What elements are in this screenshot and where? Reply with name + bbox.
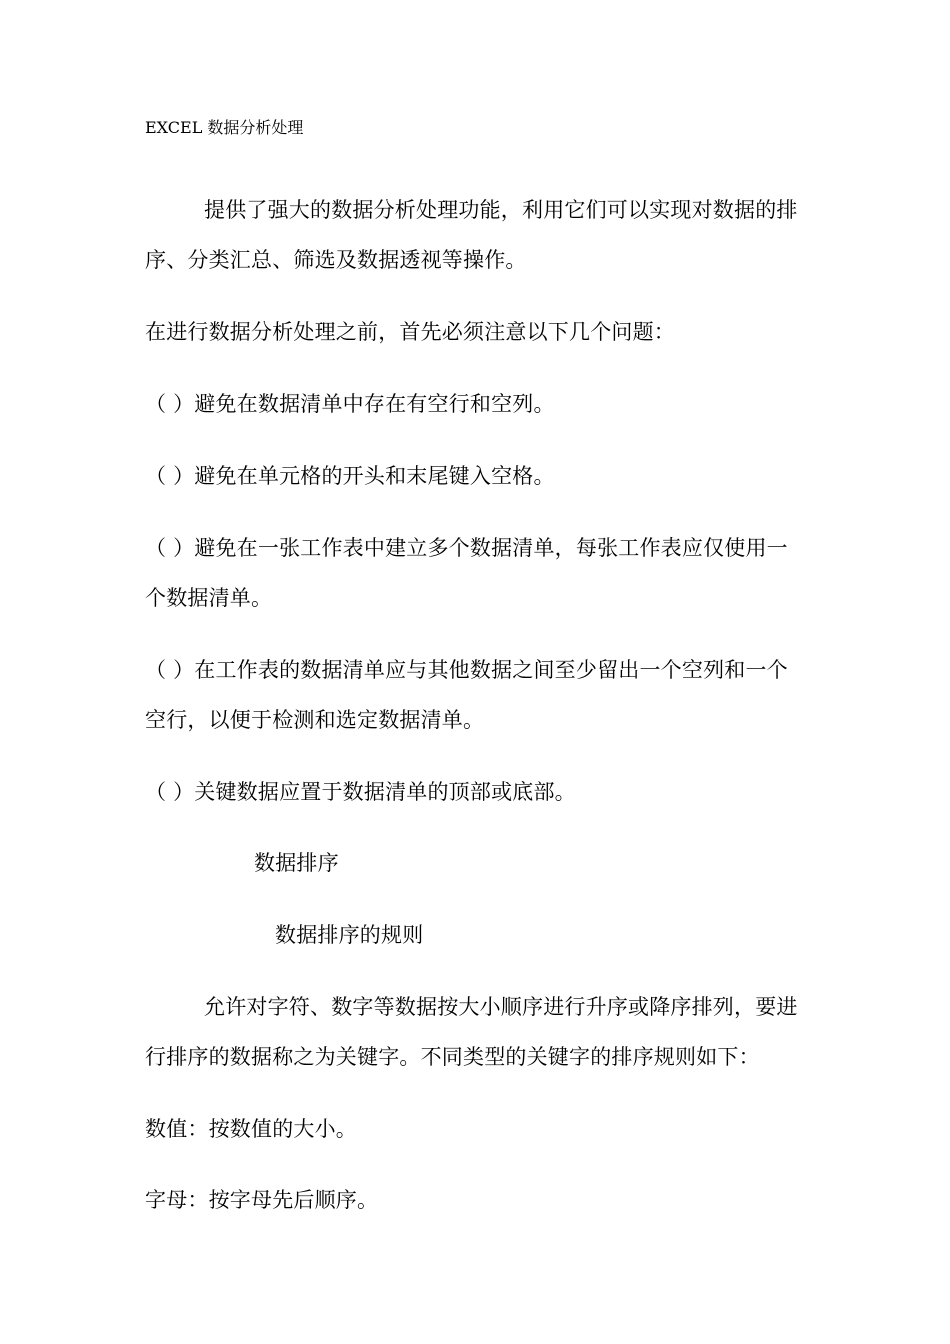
precaution-lead: 在进行数据分析处理之前，首先必须注意以下几个问题： <box>145 320 675 344</box>
intro-line-1: 提供了强大的数据分析处理功能，利用它们可以实现对数据的排 <box>204 198 798 222</box>
subsection-heading: 数据排序的规则 <box>275 923 424 947</box>
rule-numeric: 数值：按数值的大小。 <box>145 1117 357 1141</box>
list-item-continued: 空行，以便于检测和选定数据清单。 <box>145 708 485 732</box>
intro-line-2: 序、分类汇总、筛选及数据透视等操作。 <box>145 248 527 272</box>
list-item: （ ）在工作表的数据清单应与其他数据之间至少留出一个空列和一个 <box>145 658 788 682</box>
rule-letters: 字母：按字母先后顺序。 <box>145 1188 379 1212</box>
rules-line-1: 允许对字符、数字等数据按大小顺序进行升序或降序排列，要进 <box>204 995 798 1019</box>
section-heading: 数据排序 <box>254 851 339 875</box>
list-item-continued: 个数据清单。 <box>145 586 273 610</box>
list-item: （ ）避免在数据清单中存在有空行和空列。 <box>145 392 555 416</box>
list-item: （ ）避免在单元格的开头和末尾键入空格。 <box>145 464 555 488</box>
document-title: EXCEL 数据分析处理 <box>145 118 304 137</box>
list-item: （ ）避免在一张工作表中建立多个数据清单，每张工作表应仅使用一 <box>145 536 788 560</box>
list-item: （ ）关键数据应置于数据清单的顶部或底部。 <box>145 780 576 804</box>
rules-line-2: 行排序的数据称之为关键字。不同类型的关键字的排序规则如下： <box>145 1045 760 1069</box>
